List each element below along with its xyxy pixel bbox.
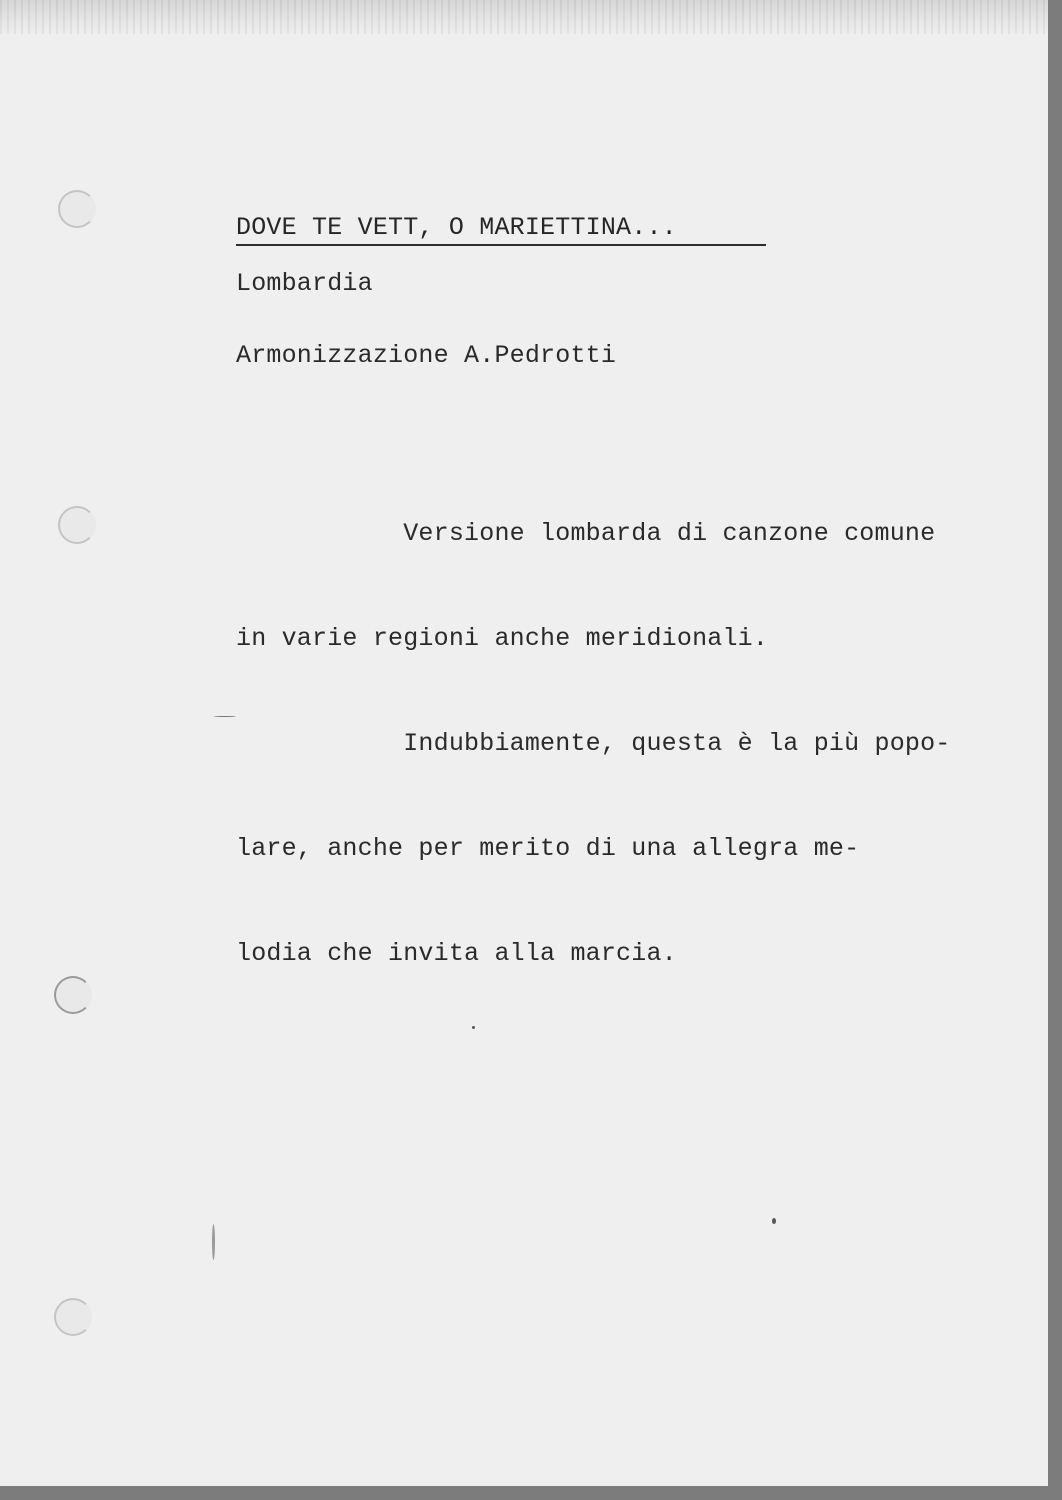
dust-speck: [214, 716, 236, 717]
description-paragraph: [236, 446, 951, 1041]
paragraph-line: Indubbiamente, questa è la più popo-: [236, 729, 951, 758]
punch-hole-mark: [54, 976, 92, 1014]
region-line: Lombardia: [236, 269, 373, 298]
paragraph-line: lodia che invita alla marcia.: [236, 939, 677, 968]
paragraph-line: lare, anche per merito di una allegra me-: [236, 834, 860, 863]
punch-hole-mark: [58, 506, 96, 544]
dust-speck: [212, 1224, 215, 1260]
document-title: DOVE TE VETT, O MARIETTINA...: [236, 213, 677, 242]
dust-speck: [772, 1218, 776, 1224]
paragraph-line: in varie regioni anche meridionali.: [236, 624, 769, 653]
scan-edge-strip: [0, 0, 1048, 34]
punch-hole-mark: [54, 1298, 92, 1336]
title-underline: [236, 244, 766, 246]
punch-hole-mark: [58, 190, 96, 228]
harmonization-line: Armonizzazione A.Pedrotti: [236, 341, 617, 370]
paragraph-line: Versione lombarda di canzone comune: [236, 519, 936, 548]
